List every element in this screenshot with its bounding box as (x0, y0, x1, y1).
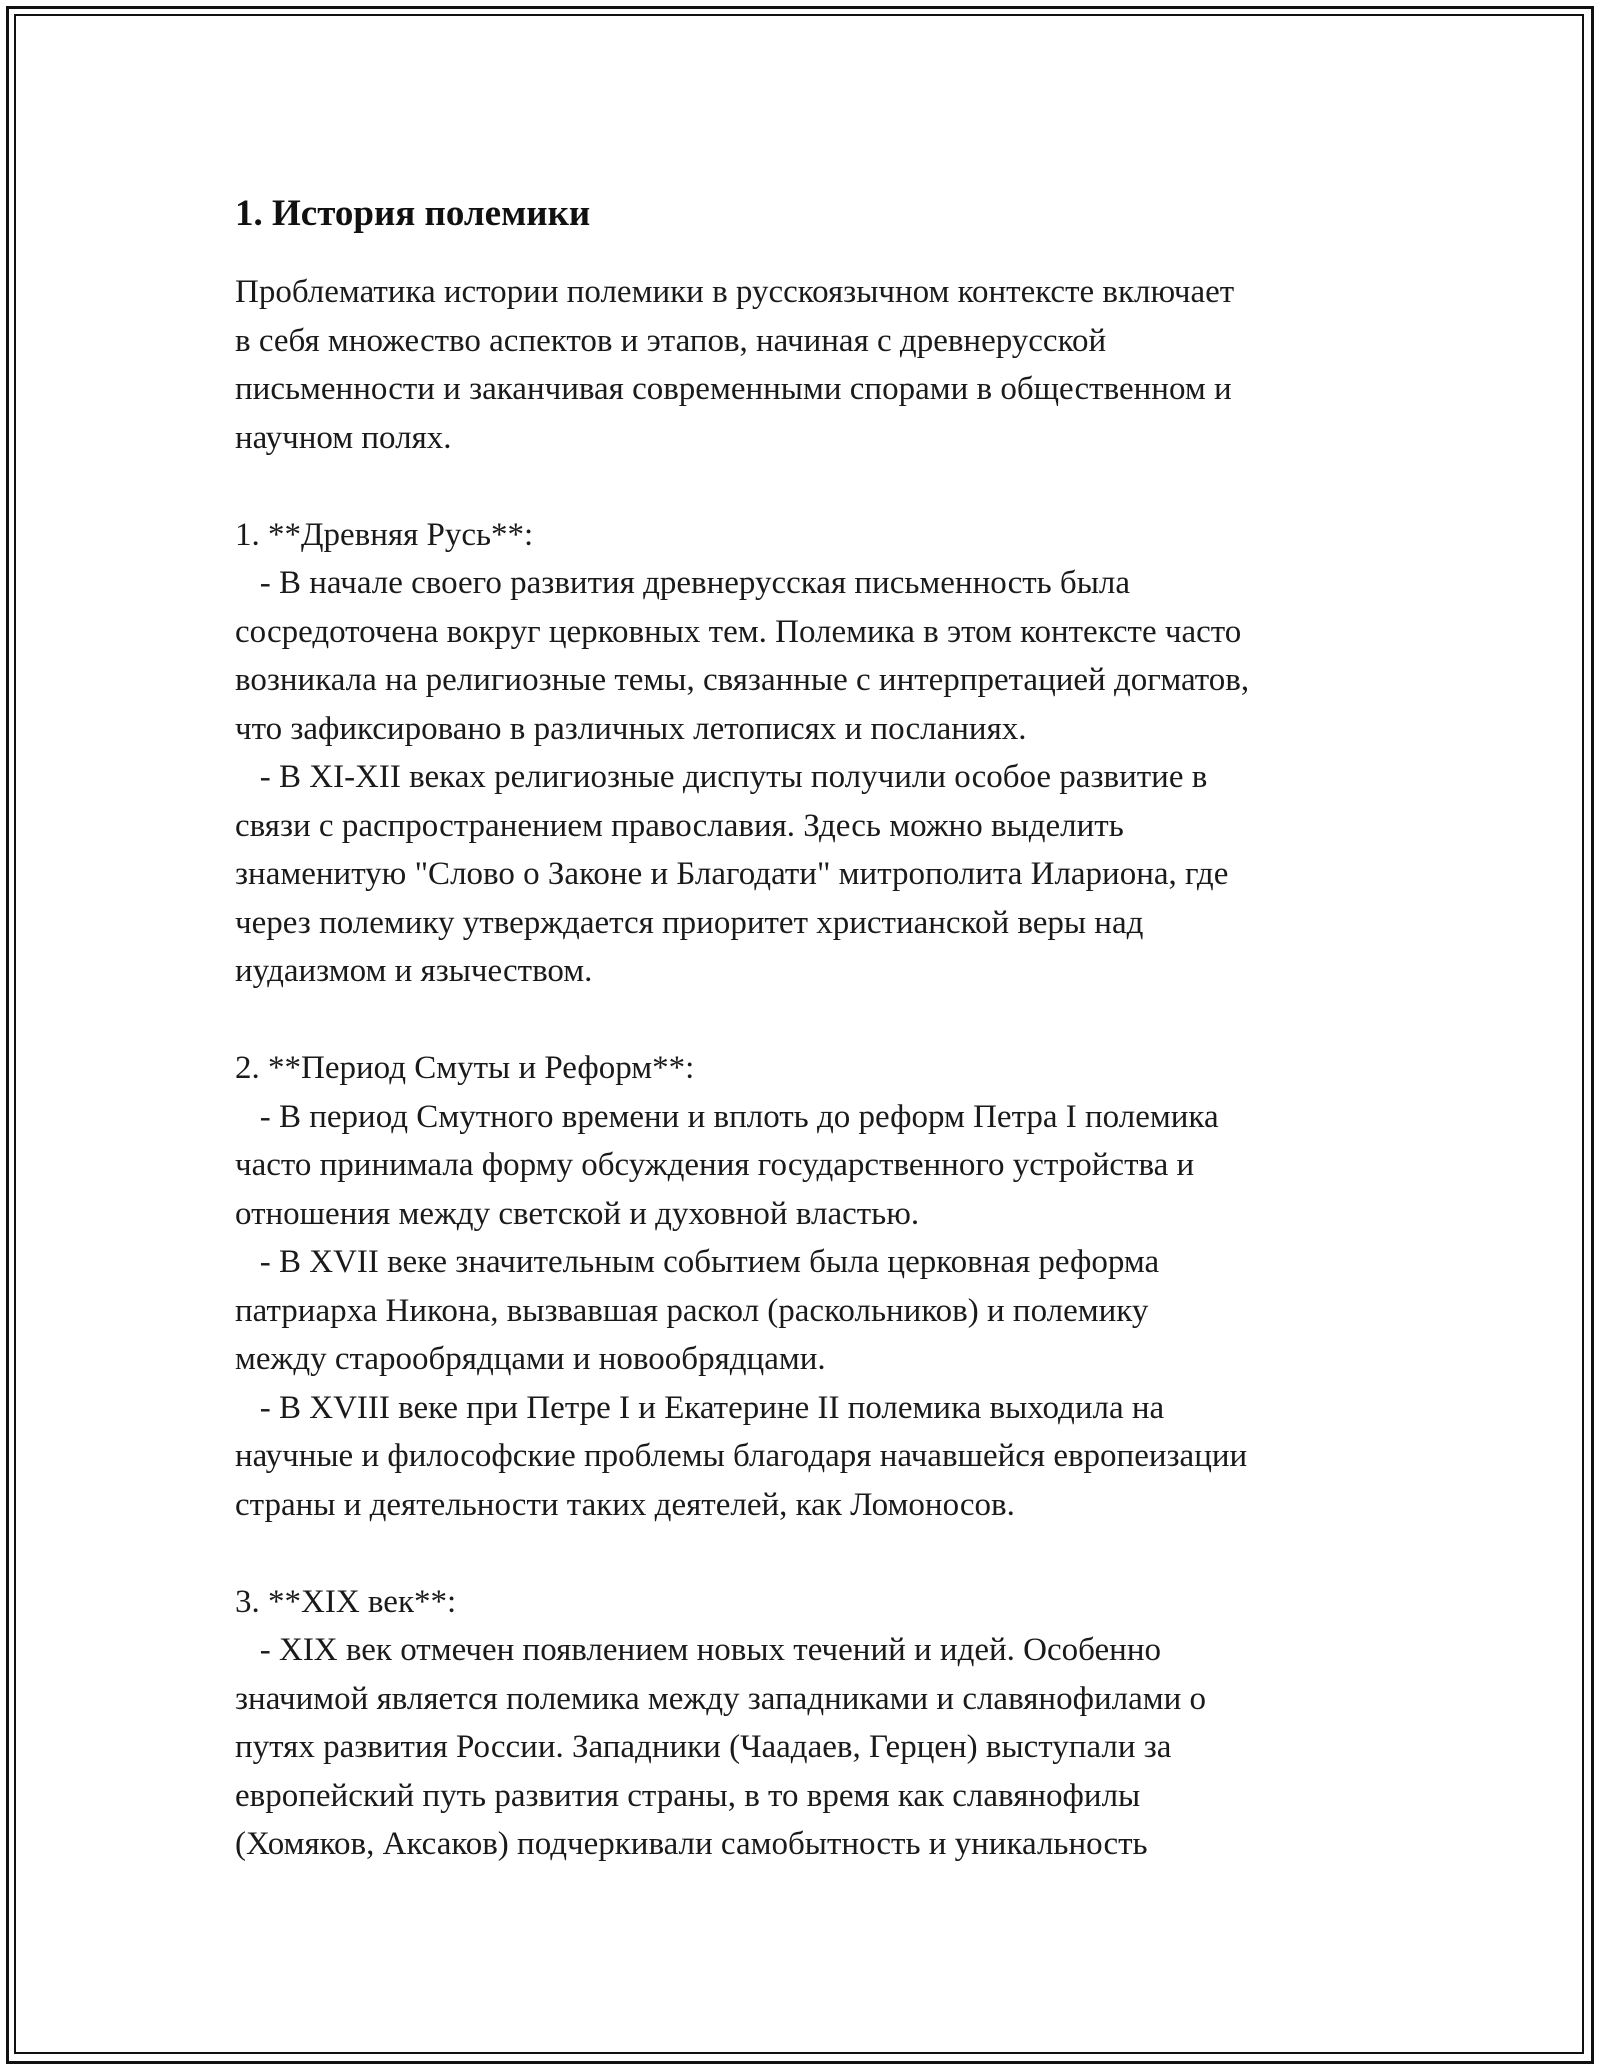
list-item: - XIX век отмечен появлением новых течений и идей. Особенно значимой является полемика между западниками и славянофилами о путях развития России. Западники (Чаадаев, Герцен) выступали за европейский путь развития страны, в то время как славянофилы (Хомяков, Аксаков) подчеркивали самобытность и уникальность (235, 1632, 1207, 1862)
list-item: - В XVIII веке при Петре I и Екатерине II полемика выходила на научные и философские проблемы благодаря начавшейся европеизации страны и деятельности таких деятелей, как Ломоносов. (235, 1389, 1248, 1523)
list-item: - В XVII веке значительным событием была церковная реформа патриарха Никона, вызвавшая раскол (раскольников) и полемику между старообрядцами и новообрядцами. (235, 1244, 1160, 1377)
intro-paragraph: Проблематика истории полемики в русскоязычном контексте включает в себя множество аспектов и этапов, начиная с древнерусской письменности и заканчивая современными спорами в общественном и научном полях. (235, 274, 1235, 456)
spacer (235, 996, 1385, 1045)
spacer (235, 462, 1385, 511)
spacer (235, 1529, 1385, 1578)
list-item: - В период Смутного времени и вплоть до реформ Петра I полемика часто принимала форму обсуждения государственного устройства и отношения между светской и духовной властью. (235, 1098, 1219, 1232)
subsection-title-19th-century: 3. **XIX век**: (235, 1583, 457, 1620)
list-item: - В XI-XII веках религиозные диспуты получили особое развитие в связи с распространением православия. Здесь можно выделить знаменитую "Слово о Законе и Благодати" митрополита Илариона, где через полемику утверждается приоритет христианской веры над иудаизмом и язычеством. (235, 759, 1229, 989)
subsection-title-troubles-reforms: 2. **Период Смуты и Реформ**: (235, 1050, 695, 1086)
document-body (235, 186, 1385, 1869)
section-heading: 1. История полемики (235, 193, 591, 234)
subsection-title-ancient-rus: 1. **Древняя Русь**: (235, 516, 534, 553)
list-item: - В начале своего развития древнерусская письменность была сосредоточена вокруг церковных тем. Полемика в этом контексте часто возникала на религиозные темы, связанные с интерпретацией догматов, что зафиксировано в различных летописях и посланиях. (235, 565, 1250, 747)
